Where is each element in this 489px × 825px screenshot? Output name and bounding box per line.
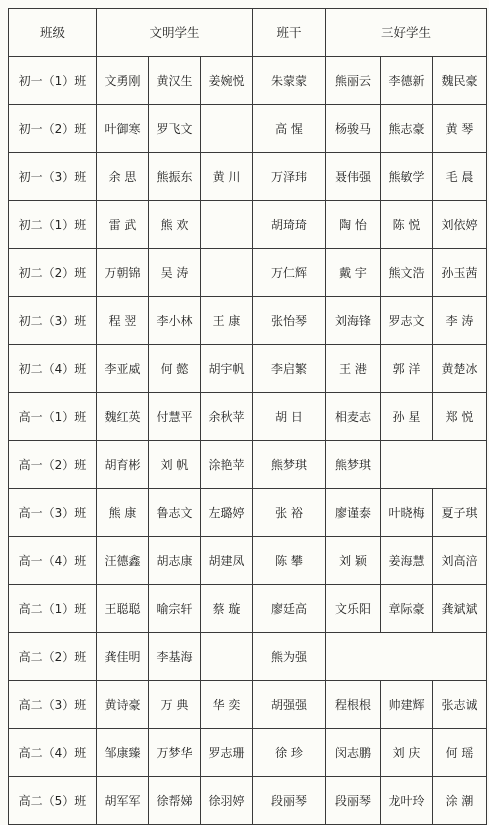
- civilized-student: 喻宗轩: [149, 585, 201, 633]
- merit-student: 闵志鹏: [326, 729, 381, 777]
- header-class-cadre: 班干: [253, 9, 326, 57]
- merit-student: 毛 晨: [433, 153, 487, 201]
- table-row: [9, 201, 487, 249]
- merit-student: 孙 星: [381, 393, 433, 441]
- class-cell: 初二（4）班: [9, 345, 97, 393]
- merit-student: 王 港: [326, 345, 381, 393]
- header-civilized-students: 文明学生: [97, 9, 253, 57]
- table-row: [9, 489, 487, 537]
- civilized-student: 胡军军: [97, 777, 149, 825]
- civilized-student: 王 康: [201, 297, 253, 345]
- merit-student: 陶 怡: [326, 201, 381, 249]
- table-row: [9, 105, 487, 153]
- header-row: [9, 9, 487, 57]
- civilized-student: 罗志珊: [201, 729, 253, 777]
- class-cell: 高二（1）班: [9, 585, 97, 633]
- merit-student: 李德新: [381, 57, 433, 105]
- merit-student: 相麦志: [326, 393, 381, 441]
- merit-student: 姜海慧: [381, 537, 433, 585]
- merit-student: 聂伟强: [326, 153, 381, 201]
- civilized-student: 李亚威: [97, 345, 149, 393]
- merit-student: 郑 悦: [433, 393, 487, 441]
- class-cell: 初一（3）班: [9, 153, 97, 201]
- civilized-student: 罗飞文: [149, 105, 201, 153]
- table-row: [9, 441, 487, 489]
- table-row: [9, 681, 487, 729]
- class-cell: 初二（1）班: [9, 201, 97, 249]
- table-row: [9, 537, 487, 585]
- class-cell: 初二（3）班: [9, 297, 97, 345]
- cadre-cell: 陈 攀: [253, 537, 326, 585]
- merit-student: 戴 宇: [326, 249, 381, 297]
- civilized-student: 蔡 璇: [201, 585, 253, 633]
- cadre-cell: 徐 珍: [253, 729, 326, 777]
- merit-student: 熊文浩: [381, 249, 433, 297]
- civilized-student: 万梦华: [149, 729, 201, 777]
- civilized-student: 熊 欢: [149, 201, 201, 249]
- class-cell: 高二（2）班: [9, 633, 97, 681]
- cadre-cell: 熊为强: [253, 633, 326, 681]
- cadre-cell: 高 惺: [253, 105, 326, 153]
- class-cell: 高二（5）班: [9, 777, 97, 825]
- merit-student: 熊敏学: [381, 153, 433, 201]
- civilized-student: 何 懿: [149, 345, 201, 393]
- header-merit-students: 三好学生: [326, 9, 487, 57]
- merit-student-empty: [326, 633, 487, 681]
- honor-table-container: [8, 8, 487, 825]
- merit-student: 熊志豪: [381, 105, 433, 153]
- class-cell: 高二（3）班: [9, 681, 97, 729]
- merit-student: 段丽琴: [326, 777, 381, 825]
- civilized-student: 胡宇帆: [201, 345, 253, 393]
- table-row: [9, 345, 487, 393]
- merit-student: 刘 庆: [381, 729, 433, 777]
- cadre-cell: 万泽玮: [253, 153, 326, 201]
- civilized-student: 万朝锦: [97, 249, 149, 297]
- merit-student: 李 涛: [433, 297, 487, 345]
- class-cell: 高一（3）班: [9, 489, 97, 537]
- civilized-student: 涂艳苹: [201, 441, 253, 489]
- merit-student: 何 瑶: [433, 729, 487, 777]
- civilized-student: 熊 康: [97, 489, 149, 537]
- civilized-student: 黄诗豪: [97, 681, 149, 729]
- merit-student: 刘 颖: [326, 537, 381, 585]
- civilized-student: 姜婉悦: [201, 57, 253, 105]
- merit-student: 刘海锋: [326, 297, 381, 345]
- cadre-cell: 胡琦琦: [253, 201, 326, 249]
- merit-student: 涂 潮: [433, 777, 487, 825]
- civilized-student: 付慧平: [149, 393, 201, 441]
- merit-student: 杨骏马: [326, 105, 381, 153]
- cadre-cell: 胡 日: [253, 393, 326, 441]
- class-cell: 初一（1）班: [9, 57, 97, 105]
- class-cell: 初二（2）班: [9, 249, 97, 297]
- civilized-student: 叶御寒: [97, 105, 149, 153]
- merit-student: 帅建辉: [381, 681, 433, 729]
- civilized-student: [201, 633, 253, 681]
- header-class: 班级: [9, 9, 97, 57]
- merit-student: 程根根: [326, 681, 381, 729]
- class-cell: 高一（1）班: [9, 393, 97, 441]
- cadre-cell: 李启繁: [253, 345, 326, 393]
- table-row: [9, 153, 487, 201]
- civilized-student: 熊振东: [149, 153, 201, 201]
- civilized-student: 万 典: [149, 681, 201, 729]
- civilized-student: 刘 帆: [149, 441, 201, 489]
- table-row: [9, 777, 487, 825]
- table-row: [9, 585, 487, 633]
- merit-student: 叶晓梅: [381, 489, 433, 537]
- civilized-student: 黄汉生: [149, 57, 201, 105]
- merit-student: 张志诚: [433, 681, 487, 729]
- civilized-student: 吴 涛: [149, 249, 201, 297]
- merit-student: 陈 悦: [381, 201, 433, 249]
- civilized-student: 徐帮娣: [149, 777, 201, 825]
- merit-student: 罗志文: [381, 297, 433, 345]
- merit-student: 廖谨泰: [326, 489, 381, 537]
- merit-student: 熊丽云: [326, 57, 381, 105]
- merit-student: 龙叶玲: [381, 777, 433, 825]
- table-row: [9, 297, 487, 345]
- merit-student: 孙玉茜: [433, 249, 487, 297]
- civilized-student: [201, 249, 253, 297]
- civilized-student: [201, 105, 253, 153]
- civilized-student: 汪德鑫: [97, 537, 149, 585]
- merit-student: 刘高涪: [433, 537, 487, 585]
- merit-student: 夏子琪: [433, 489, 487, 537]
- cadre-cell: 张怡琴: [253, 297, 326, 345]
- civilized-student: 文勇刚: [97, 57, 149, 105]
- class-cell: 高一（2）班: [9, 441, 97, 489]
- civilized-student: 胡育彬: [97, 441, 149, 489]
- table-row: [9, 249, 487, 297]
- table-row: [9, 633, 487, 681]
- civilized-student: 龚佳明: [97, 633, 149, 681]
- table-row: [9, 393, 487, 441]
- student-honor-table: [8, 8, 487, 825]
- merit-student: 魏民豪: [433, 57, 487, 105]
- cadre-cell: 廖廷高: [253, 585, 326, 633]
- civilized-student: 胡志康: [149, 537, 201, 585]
- civilized-student: 鲁志文: [149, 489, 201, 537]
- merit-student-empty: [381, 441, 487, 489]
- cadre-cell: 胡强强: [253, 681, 326, 729]
- civilized-student: 李基海: [149, 633, 201, 681]
- merit-student: 刘依婷: [433, 201, 487, 249]
- civilized-student: 左璐婷: [201, 489, 253, 537]
- merit-student: 龚斌斌: [433, 585, 487, 633]
- civilized-student: 邹康臻: [97, 729, 149, 777]
- civilized-student: 胡建凤: [201, 537, 253, 585]
- merit-student: 文乐阳: [326, 585, 381, 633]
- cadre-cell: 朱蒙蒙: [253, 57, 326, 105]
- cadre-cell: 张 裕: [253, 489, 326, 537]
- cadre-cell: 熊梦琪: [253, 441, 326, 489]
- civilized-student: 华 奕: [201, 681, 253, 729]
- civilized-student: 黄 川: [201, 153, 253, 201]
- merit-student: 黄楚冰: [433, 345, 487, 393]
- civilized-student: 余秋苹: [201, 393, 253, 441]
- table-row: [9, 57, 487, 105]
- civilized-student: 雷 武: [97, 201, 149, 249]
- cadre-cell: 万仁辉: [253, 249, 326, 297]
- civilized-student: 魏红英: [97, 393, 149, 441]
- merit-student: 熊梦琪: [326, 441, 381, 489]
- civilized-student: 徐羽婷: [201, 777, 253, 825]
- class-cell: 高二（4）班: [9, 729, 97, 777]
- merit-student: 黄 琴: [433, 105, 487, 153]
- table-row: [9, 729, 487, 777]
- civilized-student: 李小林: [149, 297, 201, 345]
- civilized-student: 王聪聪: [97, 585, 149, 633]
- class-cell: 初一（2）班: [9, 105, 97, 153]
- civilized-student: [201, 201, 253, 249]
- cadre-cell: 段丽琴: [253, 777, 326, 825]
- merit-student: 章际豪: [381, 585, 433, 633]
- civilized-student: 程 翌: [97, 297, 149, 345]
- merit-student: 郭 洋: [381, 345, 433, 393]
- class-cell: 高一（4）班: [9, 537, 97, 585]
- civilized-student: 余 思: [97, 153, 149, 201]
